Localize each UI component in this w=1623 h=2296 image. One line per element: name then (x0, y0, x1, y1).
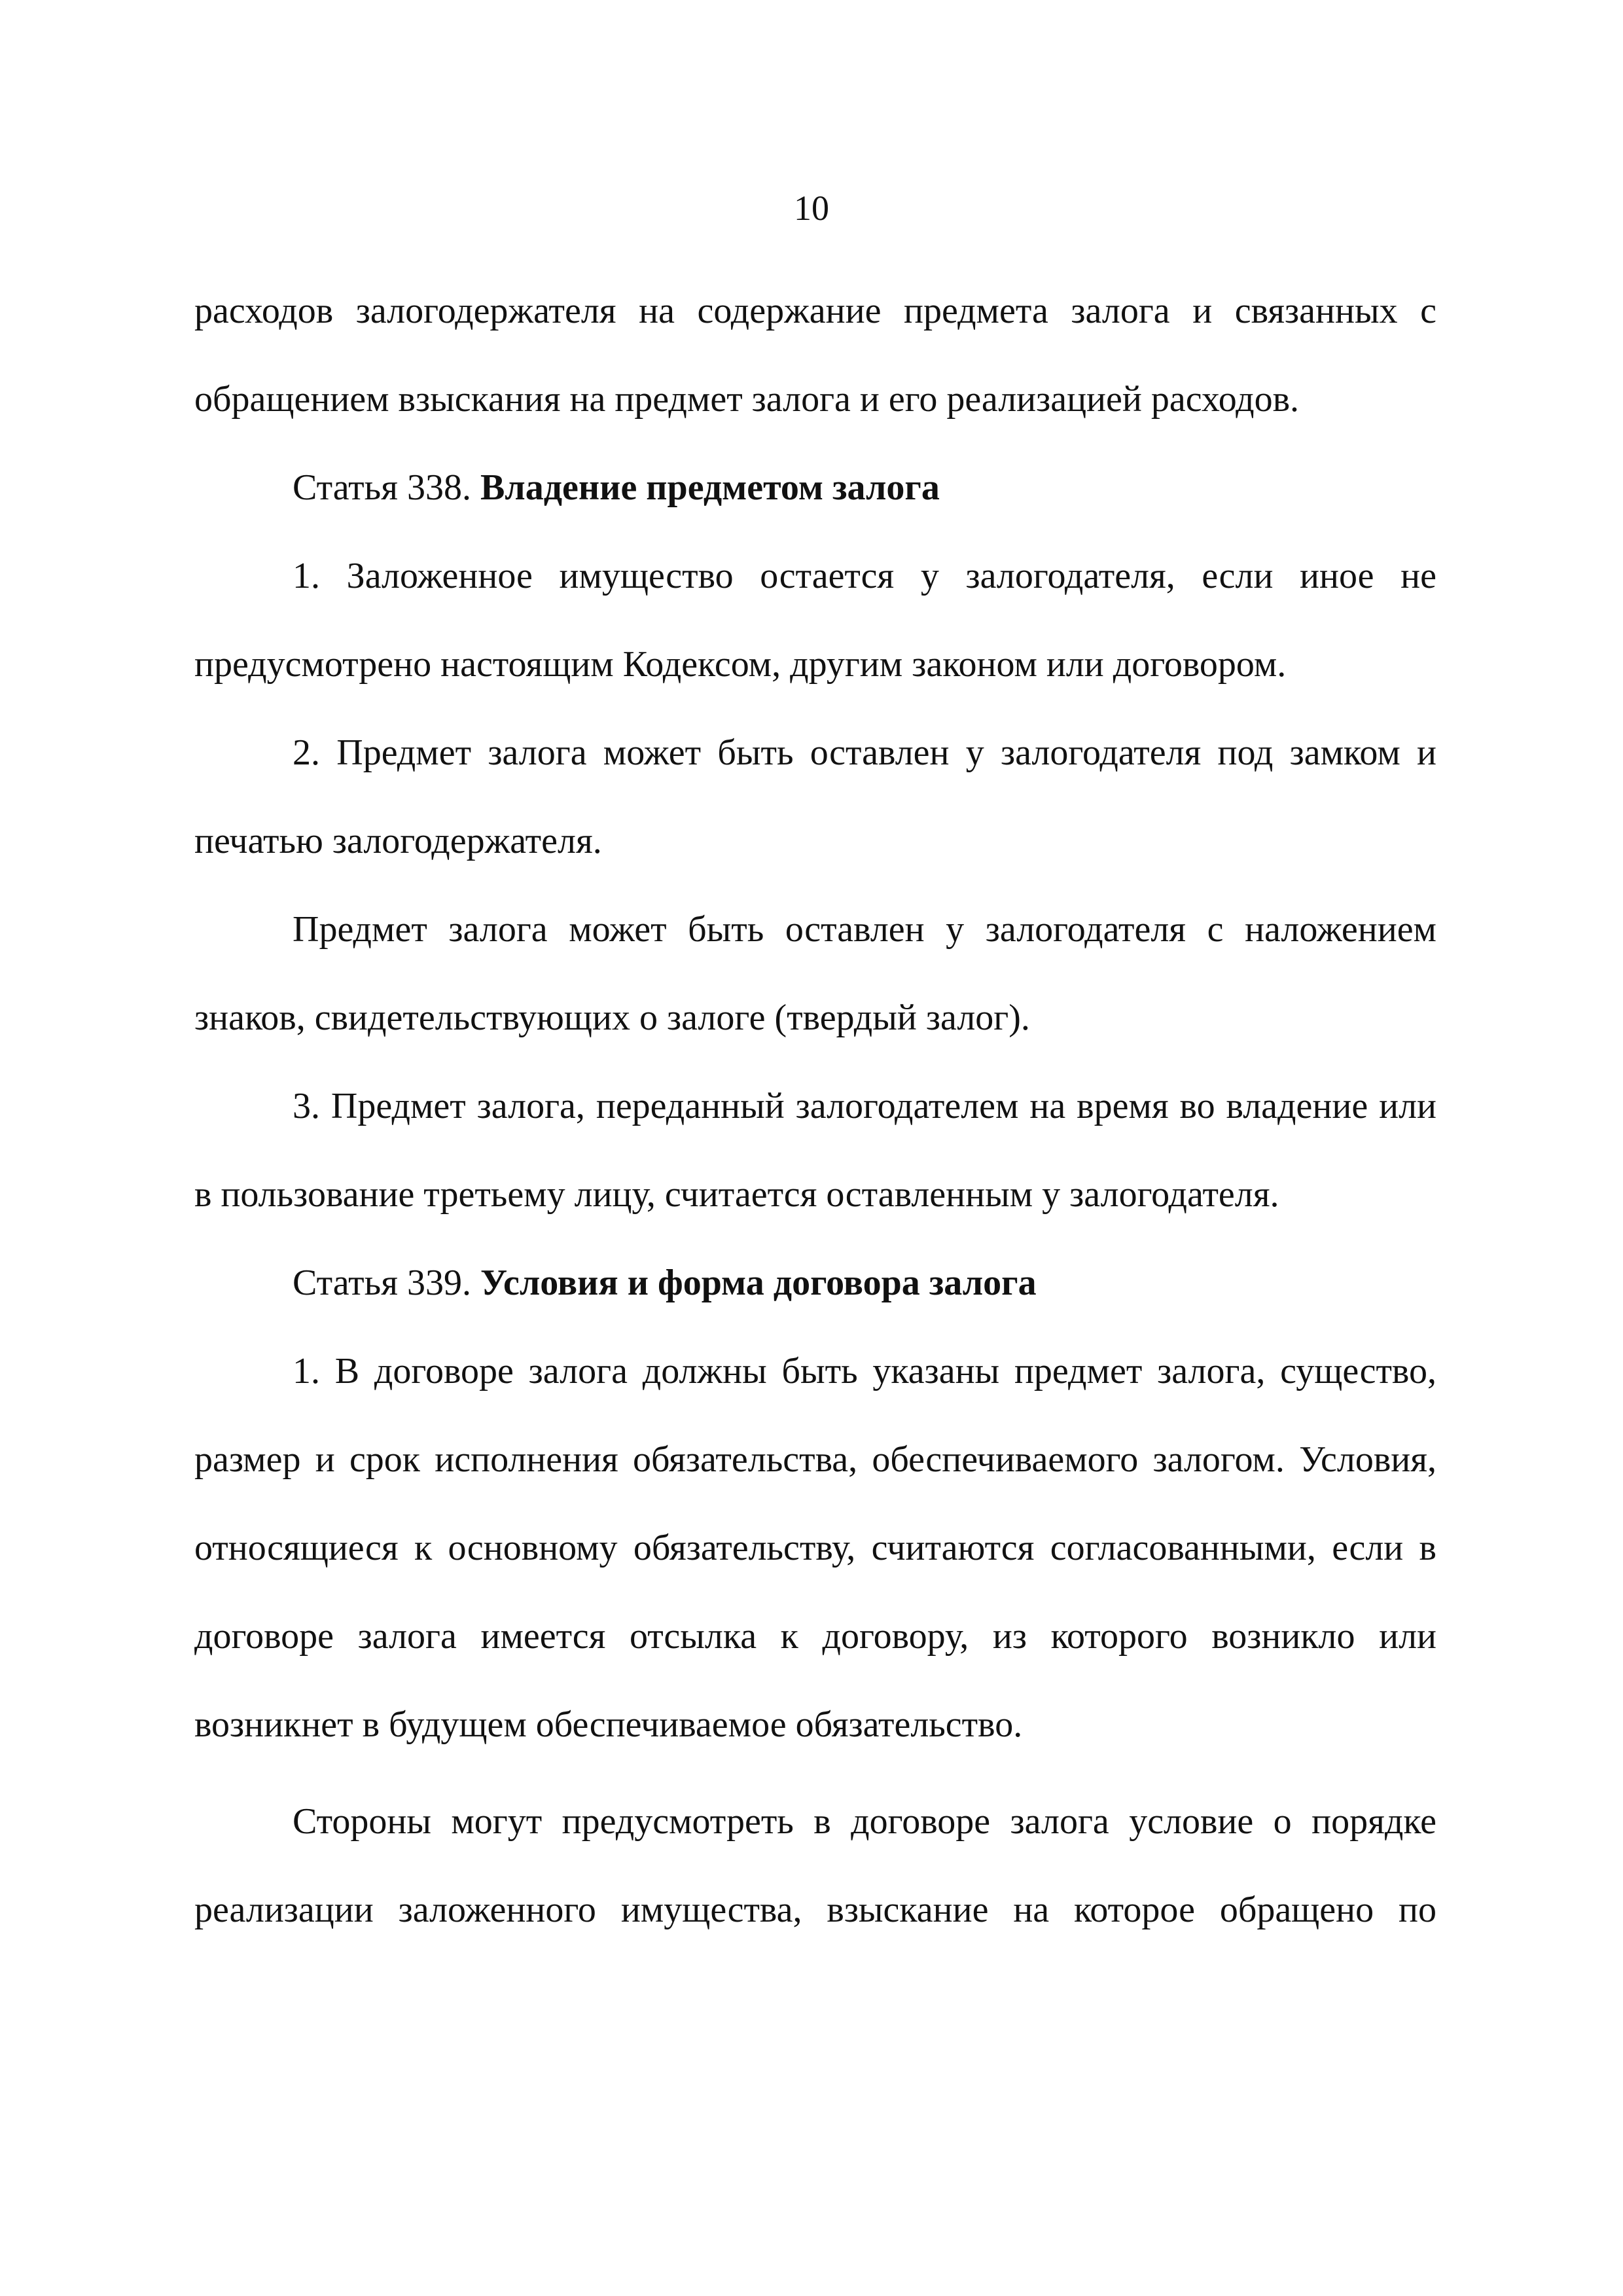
article-339-item-1: 1. В договоре залога должны быть указаны предмет залога, существо, размер и срок исполнения обязательства, обеспечиваемого залогом. Условия, относящиеся к основному обязательству, считаются согласованными, если в договоре залога имеется отсылка к договору, из которого возникло или возникнет в будущем обеспечиваемое обязательство. (194, 1351, 1436, 1745)
document-body (194, 267, 1436, 1954)
article-339-heading (194, 1239, 1436, 1327)
paragraph-continuation: расходов залогодержателя на содержание предмета залога и связанных с обращением взыскания на предмет залога и его реализацией расходов. (194, 291, 1436, 420)
article-338-title: Владение предметом залога (480, 467, 940, 508)
article-338-item-2: 2. Предмет залога может быть оставлен у залогодателя под замком и печатью залогодержателя. (194, 732, 1436, 861)
article-338-item-2-part-2: Предмет залога может быть оставлен у залогодателя с наложением знаков, свидетельствующих о залоге (твердый залог). (194, 909, 1436, 1038)
article-338-item-3: 3. Предмет залога, переданный залогодателем на время во владение или в пользование третьему лицу, считается оставленным у залогодателя. (194, 1086, 1436, 1215)
article-339-item-1-part-2: Стороны могут предусмотреть в договоре залога условие о порядке реализации заложенного имущества, взыскание на которое обращено по (194, 1801, 1436, 1930)
article-338-label: Статья 338. (293, 467, 471, 508)
article-339-title: Условия и форма договора залога (480, 1263, 1037, 1303)
article-338-item-1: 1. Заложенное имущество остается у залогодателя, если иное не предусмотрено настоящим Кодексом, другим законом или договором. (194, 556, 1436, 685)
article-339-label: Статья 339. (293, 1263, 471, 1303)
article-338-heading (194, 444, 1436, 532)
page-number: 10 (794, 188, 829, 228)
